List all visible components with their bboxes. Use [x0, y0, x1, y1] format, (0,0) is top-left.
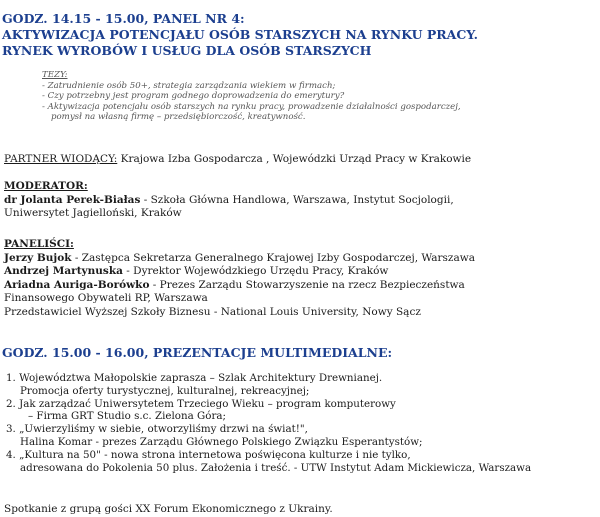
presentations-heading: GODZ. 15.00 - 16.00, PREZENTACJE MULTIMEDIALNE: [2, 345, 393, 360]
moderator-label: MODERATOR: [4, 180, 88, 192]
thesis-item: - Czy potrzebny jest program godnego doprowadzenia do emerytury? [42, 91, 345, 101]
thesis-item: - Zatrudnienie osób 50+, strategia zarządzania wiekiem w firmach; [42, 80, 336, 91]
presentations-list [6, 372, 531, 474]
panelist-role: - Zastępca Sekretarza Generalnego Krajowej Izby Gospodarczej, Warszawa [71, 251, 475, 264]
thesis-item: - Aktywizacja potencjału osób starszych na rynku pracy, prowadzenie działalności gospodarczej, [42, 101, 461, 112]
presentation-line: – Firma GRT Studio s.c. Zielona Góra; [28, 410, 226, 423]
panelist-name: Jerzy Bujok [4, 251, 72, 264]
theses-title: TEZY: [42, 70, 68, 80]
closing-note: Spotkanie z grupą gości XX Forum Ekonomicznego z Ukrainy. [4, 503, 333, 515]
panel-title-line-1: AKTYWIZACJA POTENCJAŁU OSÓB STARSZYCH NA RYNKU PRACY. [2, 27, 478, 42]
theses-block [42, 70, 461, 123]
moderator-section [4, 180, 454, 221]
presentation-line: 4. „Kultura na 50" - nowa strona internetowa poświęcona kulturze i nie tylko, [6, 448, 411, 461]
panelist-line [4, 265, 475, 279]
moderator-line [4, 194, 454, 208]
panelist-name: Ariadna Auriga-Borówko [4, 278, 150, 291]
panelist-role: - Prezes Zarządu Stowarzyszenie na rzecz Bezpieczeństwa [149, 278, 465, 291]
presentation-line: adresowana do Pokolenia 50 plus. Założenia i treść. - UTW Instytut Adam Mickiewicza, Warszawa [20, 461, 532, 474]
presentation-line: Promocja oferty turystycznej, kulturalnej, rekreacyjnej; [20, 384, 310, 397]
panelist-role-cont: Finansowego Obywateli RP, Warszawa [4, 292, 208, 304]
panelist-line [4, 252, 475, 266]
panelist-name: Andrzej Martynuska [4, 265, 123, 277]
thesis-item: pomysł na własną firmę – przedsiębiorczość, kreatywność. [51, 112, 306, 122]
panelist-line: Przedstawiciel Wyższej Szkoły Biznesu - National Louis University, Nowy Sącz [4, 305, 421, 318]
panel-title-line-2: RYNEK WYROBÓW I USŁUG DLA OSÓB STARSZYCH [2, 43, 372, 58]
presentation-line: Halina Komar - prezes Zarządu Głównego Polskiego Związku Esperantystów; [20, 435, 423, 448]
moderator-affiliation-2: Uniwersytet Jagielloński, Kraków [4, 207, 182, 219]
panelists-section [4, 238, 475, 319]
partner-label: PARTNER WIODĄCY: [4, 153, 118, 165]
moderator-affiliation: - Szkoła Główna Handlowa, Warszawa, Instytut Socjologii, [140, 193, 454, 206]
presentation-line: 1. Województwa Małopolskie zaprasza – Szlak Architektury Drewnianej. [6, 372, 383, 384]
partner-value: Krajowa Izba Gospodarcza , Wojewódzki Urząd Pracy w Krakowie [117, 153, 472, 165]
moderator-name: dr Jolanta Perek-Białas [4, 193, 141, 206]
presentation-line: 2. Jak zarządzać Uniwersytetem Trzeciego Wieku – program komputerowy [6, 397, 396, 410]
panelists-label: PANELIŚCI: [4, 238, 74, 250]
panelist-line [4, 279, 475, 293]
leading-partner [4, 153, 471, 167]
panel-time-heading: GODZ. 14.15 - 15.00, PANEL NR 4: [2, 11, 245, 26]
presentation-line: 3. „Uwierzyliśmy w siebie, otworzyliśmy drzwi na świat!", [6, 423, 308, 436]
panelist-role: - Dyrektor Wojewódzkiego Urzędu Pracy, Kraków [122, 265, 389, 277]
